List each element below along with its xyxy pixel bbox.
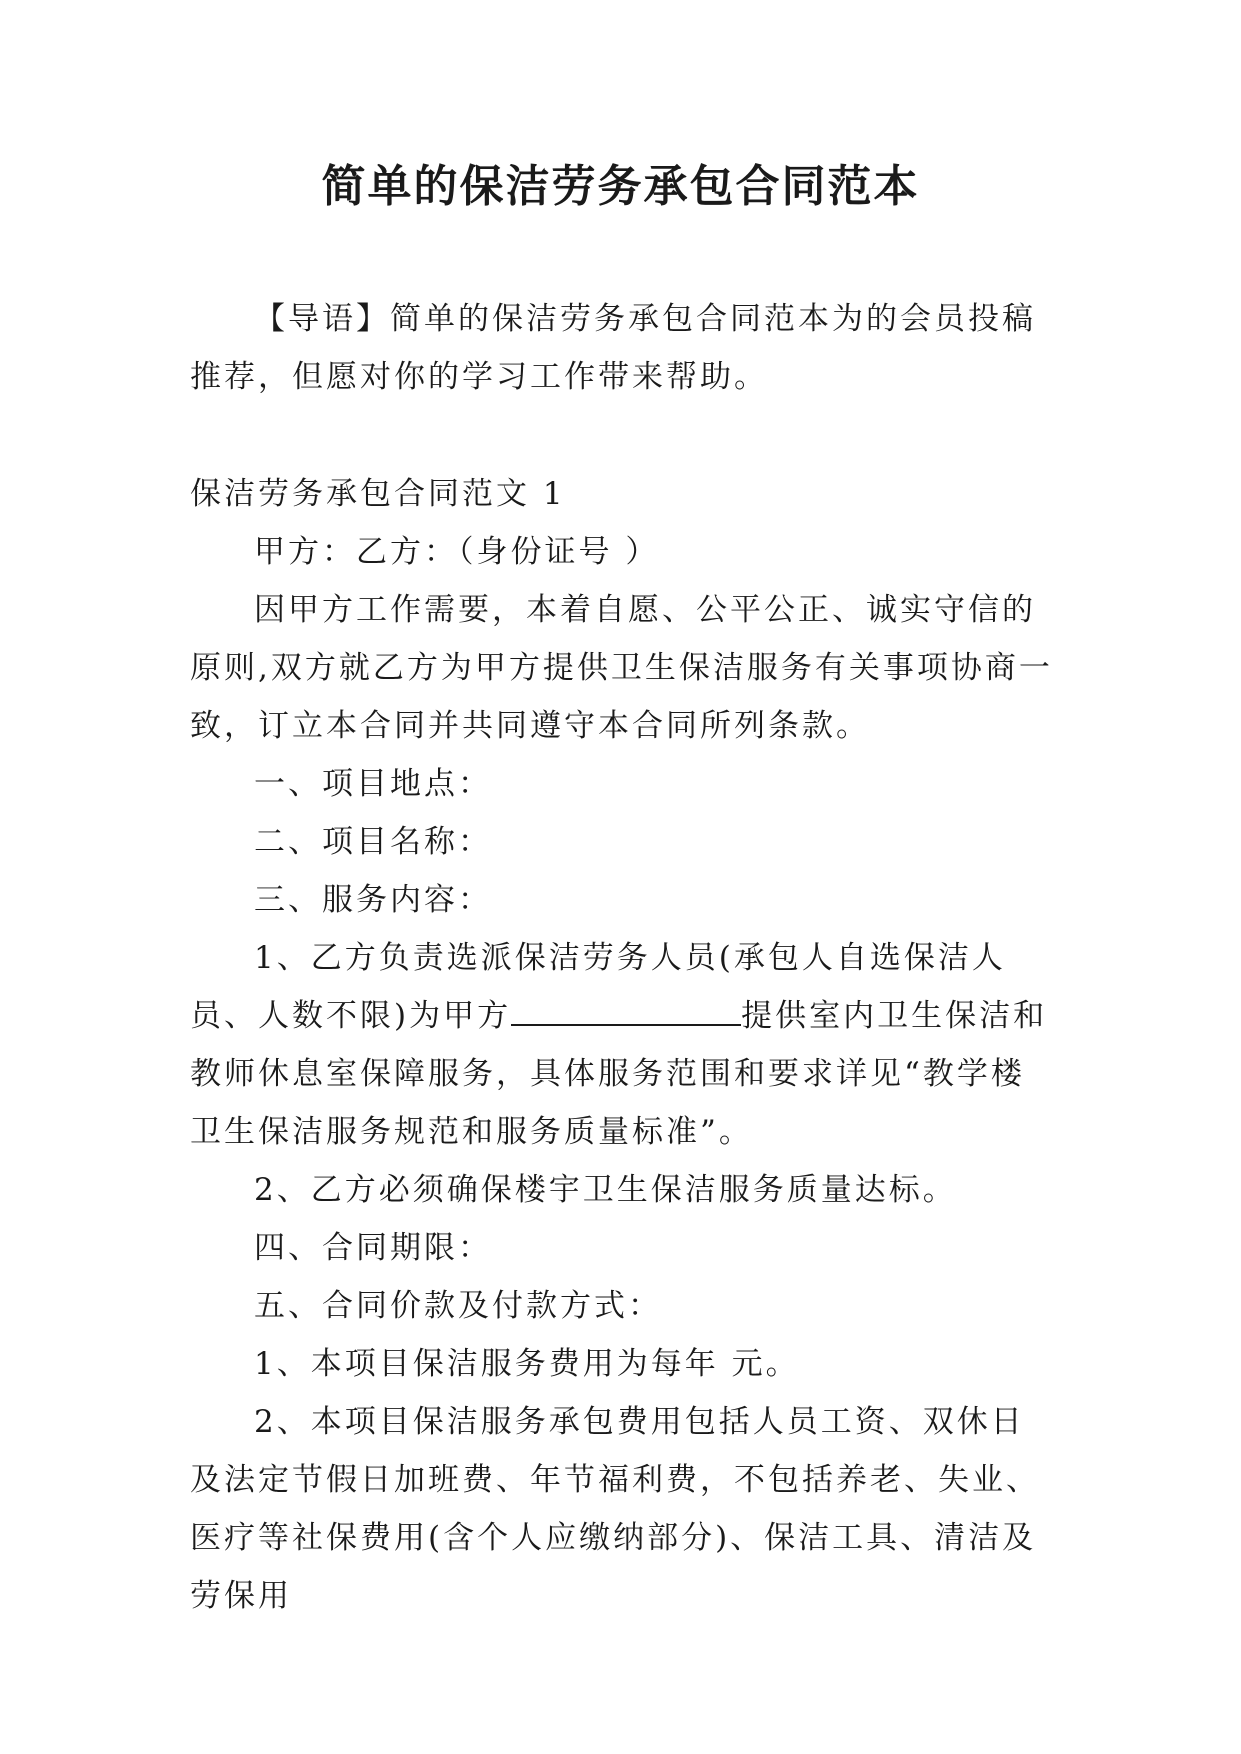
clause-service-content: 三、服务内容： — [254, 882, 492, 918]
clause-price-item-2: 2、本项目保洁服务承包费用包括人员工资、双休日及法定节假日加班费、年节福利费，不包括养老、失业、医疗等社保费用(含个人应缴纳部分)、保洁工具、清洁及劳保用 — [190, 1404, 1040, 1614]
fill-in-blank — [511, 994, 741, 1026]
document-title: 简单的保洁劳务承包合同范本 — [321, 161, 920, 212]
clause-service-item-2: 2、乙方必须确保楼宇卫生保洁服务质量达标。 — [254, 1172, 957, 1208]
clause-service-item-1-end: 提供室内卫生保洁和教师休息室保障服务，具体服务范围和要求详见“教学楼卫生保洁服务规范和服务质量标准”。 — [190, 998, 1048, 1150]
clause-location: 一、项目地点： — [254, 766, 492, 802]
preamble-paragraph: 因甲方工作需要，本着自愿、公平公正、诚实守信的原则,双方就乙方为甲方提供卫生保洁服务有关事项协商一致，订立本合同并共同遵守本合同所列条款。 — [190, 592, 1053, 744]
intro-paragraph: 【导语】简单的保洁劳务承包合同范本为的会员投稿推荐，但愿对你的学习工作带来帮助。 — [190, 301, 1036, 395]
clause-price-item-1: 1、本项目保洁服务费用为每年 元。 — [254, 1346, 800, 1382]
section-heading: 保洁劳务承包合同范文 1 — [190, 476, 566, 512]
clause-project-name: 二、项目名称： — [254, 824, 492, 860]
clause-service-item-1-start: 1、乙方负责选派保洁劳务人员(承包人自选保洁人员、人数不限)为甲方 — [190, 940, 1006, 1034]
intro-block — [190, 290, 1055, 406]
contract-body — [190, 465, 1055, 1625]
clause-price-payment: 五、合同价款及付款方式： — [254, 1288, 662, 1324]
clause-contract-term: 四、合同期限： — [254, 1230, 492, 1266]
clause-service-item-1 — [190, 929, 1055, 1161]
parties-line: 甲方：乙方：（身份证号 ） — [254, 534, 660, 570]
